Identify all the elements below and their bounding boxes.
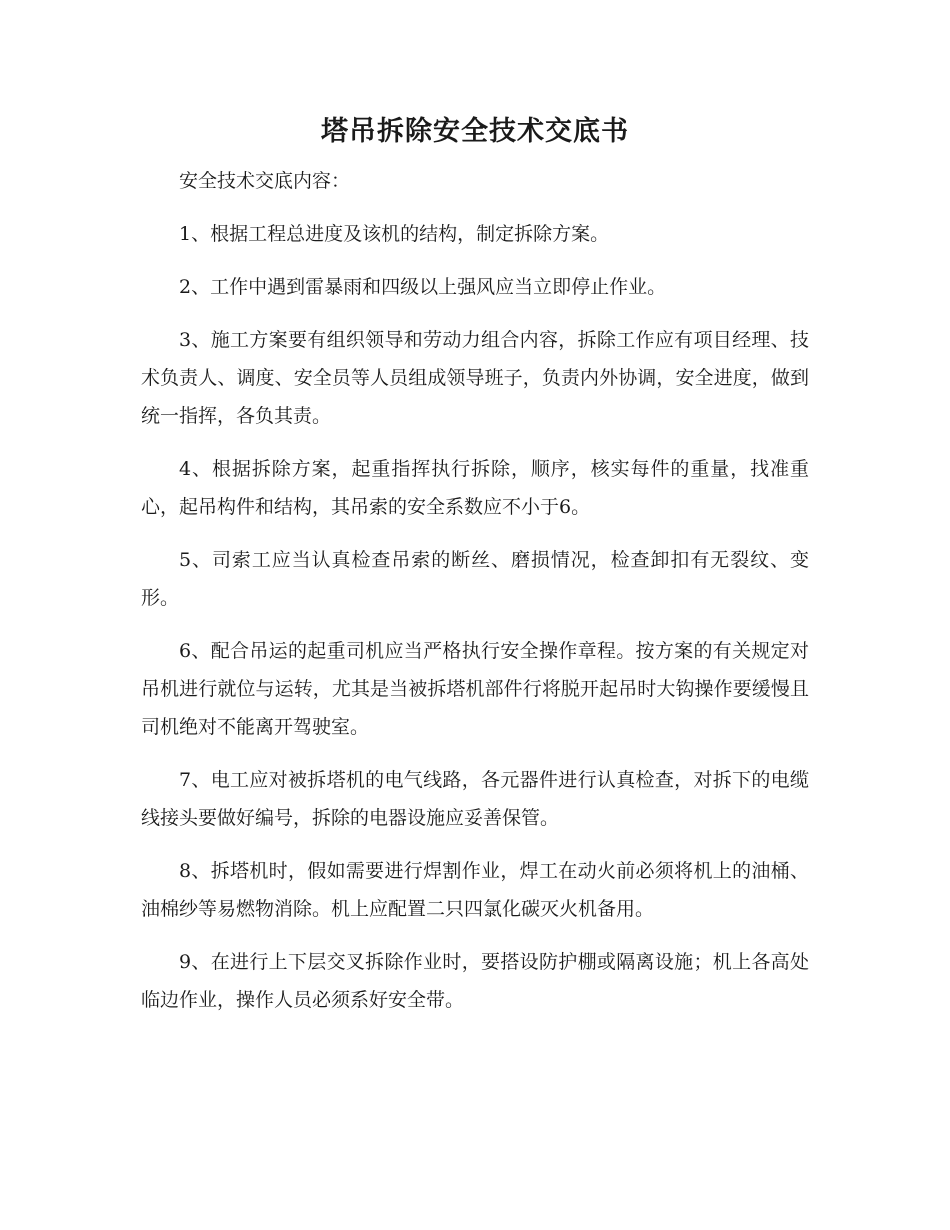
list-item: 6、配合吊运的起重司机应当严格执行安全操作章程。按方案的有关规定对吊机进行就位与运转，尤其是当被拆塔机部件行将脱开起吊时大钩操作要缓慢且司机绝对不能离开驾驶室。	[141, 640, 809, 738]
list-item: 3、施工方案要有组织领导和劳动力组合内容，拆除工作应有项目经理、技术负责人、调度、安全员等人员组成领导班子，负责内外协调，安全进度，做到统一指挥，各负其责。	[141, 329, 809, 427]
list-item: 1、根据工程总进度及该机的结构，制定拆除方案。	[179, 223, 610, 245]
intro-label: 安全技术交底内容：	[179, 170, 351, 192]
list-item: 2、工作中遇到雷暴雨和四级以上强风应当立即停止作业。	[179, 276, 667, 298]
list-item: 5、司索工应当认真检查吊索的断丝、磨损情况，检查卸扣有无裂纹、变形。	[141, 549, 809, 609]
list-item: 4、根据拆除方案，起重指挥执行拆除，顺序，核实每件的重量，找准重心，起吊构件和结构，其吊索的安全系数应不小于6。	[141, 458, 809, 518]
list-item: 8、拆塔机时，假如需要进行焊割作业，焊工在动火前必须将机上的油桶、油棉纱等易燃物消除。机上应配置二只四氯化碳灭火机备用。	[141, 860, 809, 920]
document-body	[141, 162, 809, 1034]
document-title: 塔吊拆除安全技术交底书	[321, 116, 629, 147]
list-item: 7、电工应对被拆塔机的电气线路，各元器件进行认真检查，对拆下的电缆线接头要做好编号，拆除的电器设施应妥善保管。	[141, 769, 809, 829]
list-item: 9、在进行上下层交叉拆除作业时，要搭设防护棚或隔离设施；机上各高处临边作业，操作人员必须系好安全带。	[141, 951, 809, 1011]
